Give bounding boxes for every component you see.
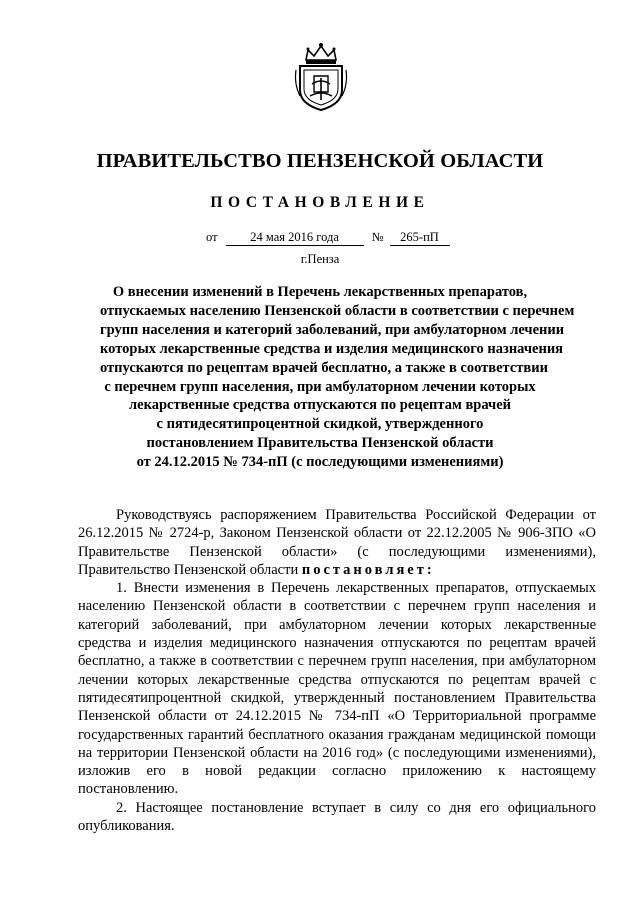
resolves-keyword: постановляет:: [301, 561, 435, 578]
from-label: от: [206, 230, 218, 244]
pensa-region-emblem-icon: [292, 40, 350, 112]
document-city: г.Пенза: [300, 252, 340, 266]
item-1-paragraph: 1. Внести изменения в Перечень лекарственных препаратов, отпускаемых населению Пензенской области в соответствии с перечнем групп населения и категорий заболеваний, при амбулаторном лечении которых лекарственные средства и изделия медицинского назначения отпускаются по рецептам врачей бесплатно, а также в соответствии с перечнем групп населения, при амбулаторном лечении которых лекарственные средства отпускаются по рецептам врачей с пятидесятипроцентной скидкой, утвержденный постановлением Правительства Пензенской области от 24.12.2015 № 734-пП «О Территориальной программе государственных гарантий бесплатного оказания гражданам медицинской помощи на территории Пензенской области на 2016 год» (с последующими изменениями), изложив его в новой редакции согласно приложению к настоящему постановлению.: [78, 580, 596, 798]
government-title: ПРАВИТЕЛЬСТВО ПЕНЗЕНСКОЙ ОБЛАСТИ: [96, 150, 544, 172]
item-2-paragraph: 2. Настоящее постановление вступает в силу со дня его официального опубликования.: [78, 799, 596, 835]
number-label: №: [371, 230, 384, 244]
subject-line: лекарственные средства отпускаются по рецептам врачей: [129, 397, 511, 414]
subject-line: постановлением Правительства Пензенской области: [146, 435, 494, 452]
subject-line: групп населения и категорий заболеваний, при амбулаторном лечении: [100, 321, 565, 338]
preamble-paragraph: [78, 506, 596, 579]
document-type: ПОСТАНОВЛЕНИЕ: [210, 194, 430, 211]
document-meta-line: [206, 230, 450, 246]
document-number: 265-пП: [390, 230, 450, 246]
subject-line: отпускаются по рецептам врачей бесплатно, а также в соответствии: [100, 359, 548, 376]
subject-line: О внесении изменений в Перечень лекарственных препаратов,: [112, 284, 528, 300]
subject-line: отпускаемых населению Пензенской области в соответствии с перечнем: [100, 302, 575, 319]
document-subject: [100, 283, 575, 472]
preamble-text: Руководствуясь распоряжением Правительства Российской Федерации от 26.12.2015 № 2724-р, Законом Пензенской области от 22.12.2005 № 906-ЗПО «О Правительстве Пензенской области» (с последующими изменениями), Правительство Пензенской области: [78, 507, 596, 578]
subject-line: которых лекарственные средства и изделия медицинского назначения: [100, 340, 564, 357]
document-date: 24 мая 2016 года: [226, 230, 364, 246]
subject-line: с пятидесятипроцентной скидкой, утвержденного: [156, 416, 484, 433]
document-body: [78, 506, 596, 835]
subject-line: с перечнем групп населения, при амбулаторном лечении которых: [104, 378, 536, 395]
subject-line: от 24.12.2015 № 734-пП (с последующими изменениями): [136, 454, 504, 471]
